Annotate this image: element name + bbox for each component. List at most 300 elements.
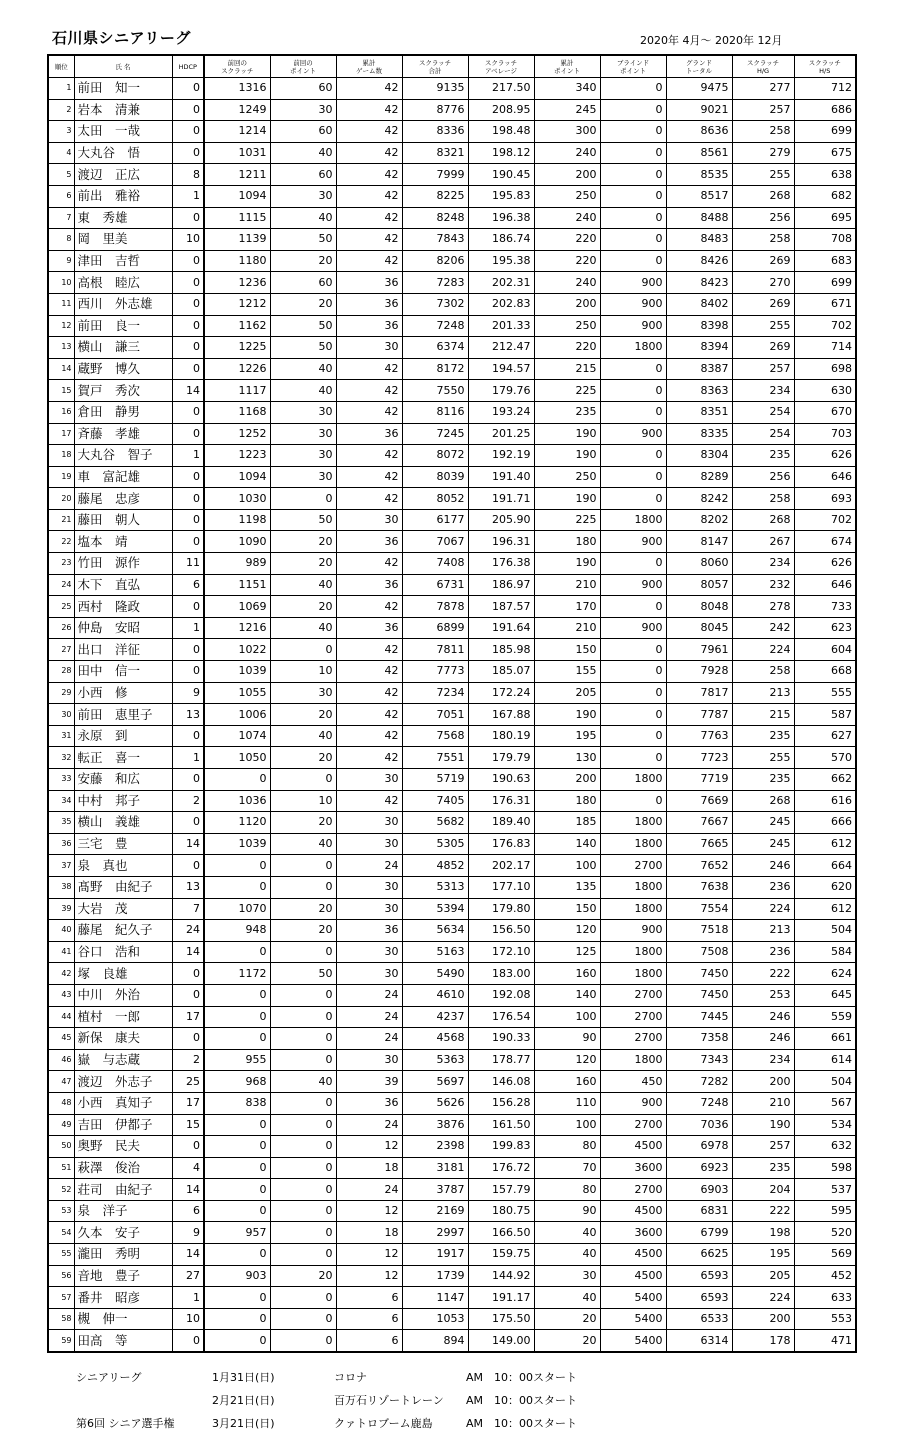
table-row: [48, 553, 856, 575]
rank-cell: 37: [48, 855, 74, 877]
value-cell: 156.50: [468, 920, 534, 942]
value-cell: 7669: [666, 790, 732, 812]
player-name-cell: 仲島 安昭: [74, 617, 172, 639]
value-cell: 120: [534, 1049, 600, 1071]
rank-cell: 23: [48, 553, 74, 575]
value-cell: 6: [172, 574, 204, 596]
value-cell: 646: [794, 466, 856, 488]
value-cell: 0: [600, 790, 666, 812]
value-cell: 0: [204, 1244, 270, 1266]
player-name-cell: 安藤 和広: [74, 769, 172, 791]
value-cell: 220: [534, 250, 600, 272]
value-cell: 198.12: [468, 142, 534, 164]
value-cell: 1225: [204, 337, 270, 359]
value-cell: 149.00: [468, 1330, 534, 1352]
value-cell: 7302: [402, 293, 468, 315]
value-cell: 42: [336, 596, 402, 618]
value-cell: 196.31: [468, 531, 534, 553]
event-name: シニアリーグ: [76, 1371, 142, 1384]
value-cell: 191.64: [468, 617, 534, 639]
value-cell: 267: [732, 531, 794, 553]
value-cell: 0: [600, 704, 666, 726]
value-cell: 7067: [402, 531, 468, 553]
value-cell: 193.24: [468, 401, 534, 423]
value-cell: 5400: [600, 1308, 666, 1330]
value-cell: 42: [336, 164, 402, 186]
rank-cell: 28: [48, 661, 74, 683]
value-cell: 1055: [204, 682, 270, 704]
value-cell: 8039: [402, 466, 468, 488]
value-cell: 208.95: [468, 99, 534, 121]
rank-cell: 44: [48, 1006, 74, 1028]
value-cell: 30: [336, 876, 402, 898]
value-cell: 30: [336, 337, 402, 359]
value-cell: 11: [172, 553, 204, 575]
value-cell: 4: [172, 1157, 204, 1179]
value-cell: 0: [270, 1330, 336, 1352]
value-cell: 0: [600, 401, 666, 423]
value-cell: 210: [534, 574, 600, 596]
value-cell: 191.17: [468, 1287, 534, 1309]
value-cell: 8202: [666, 509, 732, 531]
rank-cell: 42: [48, 963, 74, 985]
value-cell: 268: [732, 509, 794, 531]
value-cell: 948: [204, 920, 270, 942]
value-cell: 144.92: [468, 1265, 534, 1287]
rank-cell: 24: [48, 574, 74, 596]
value-cell: 6978: [666, 1136, 732, 1158]
rank-cell: 11: [48, 293, 74, 315]
value-cell: 8535: [666, 164, 732, 186]
value-cell: 42: [336, 401, 402, 423]
value-cell: 8060: [666, 553, 732, 575]
player-name-cell: 大丸谷 智子: [74, 445, 172, 467]
value-cell: 693: [794, 488, 856, 510]
value-cell: 553: [794, 1308, 856, 1330]
player-name-cell: 斉藤 孝雄: [74, 423, 172, 445]
value-cell: 4568: [402, 1028, 468, 1050]
value-cell: 30: [336, 941, 402, 963]
table-row: [48, 1028, 856, 1050]
value-cell: 25: [172, 1071, 204, 1093]
value-cell: 8242: [666, 488, 732, 510]
rank-cell: 7: [48, 207, 74, 229]
event-venue: コロナ: [334, 1371, 367, 1384]
value-cell: 7: [172, 898, 204, 920]
value-cell: 8636: [666, 121, 732, 143]
value-cell: 624: [794, 963, 856, 985]
value-cell: 190: [534, 423, 600, 445]
value-cell: 2700: [600, 1179, 666, 1201]
value-cell: 1800: [600, 898, 666, 920]
value-cell: 900: [600, 1092, 666, 1114]
rank-cell: 27: [48, 639, 74, 661]
value-cell: 7773: [402, 661, 468, 683]
value-cell: 0: [270, 1049, 336, 1071]
player-name-cell: 嶽 与志蔵: [74, 1049, 172, 1071]
event-date: 3月21日(日): [212, 1417, 275, 1430]
value-cell: 195: [732, 1244, 794, 1266]
value-cell: 125: [534, 941, 600, 963]
value-cell: 9135: [402, 78, 468, 100]
table-row: [48, 1330, 856, 1352]
value-cell: 0: [270, 984, 336, 1006]
value-cell: 0: [172, 963, 204, 985]
value-cell: 220: [534, 229, 600, 251]
value-cell: 198: [732, 1222, 794, 1244]
player-name-cell: 車 富記雄: [74, 466, 172, 488]
table-row: [48, 855, 856, 877]
value-cell: 40: [270, 380, 336, 402]
rank-cell: 43: [48, 984, 74, 1006]
value-cell: 42: [336, 639, 402, 661]
value-cell: 0: [172, 99, 204, 121]
rank-cell: 46: [48, 1049, 74, 1071]
value-cell: 900: [600, 272, 666, 294]
value-cell: 1094: [204, 185, 270, 207]
value-cell: 8402: [666, 293, 732, 315]
value-cell: 699: [794, 121, 856, 143]
value-cell: 1180: [204, 250, 270, 272]
value-cell: 0: [204, 1136, 270, 1158]
value-cell: 686: [794, 99, 856, 121]
player-name-cell: 小西 真知子: [74, 1092, 172, 1114]
value-cell: 278: [732, 596, 794, 618]
value-cell: 6923: [666, 1157, 732, 1179]
value-cell: 8336: [402, 121, 468, 143]
player-name-cell: 大丸谷 悟: [74, 142, 172, 164]
value-cell: 40: [534, 1287, 600, 1309]
value-cell: 17: [172, 1006, 204, 1028]
value-cell: 30: [336, 898, 402, 920]
table-row: [48, 531, 856, 553]
value-cell: 0: [270, 1092, 336, 1114]
value-cell: 140: [534, 833, 600, 855]
value-cell: 626: [794, 445, 856, 467]
value-cell: 20: [270, 747, 336, 769]
value-cell: 200: [732, 1071, 794, 1093]
value-cell: 3600: [600, 1157, 666, 1179]
value-cell: 180: [534, 531, 600, 553]
value-cell: 7843: [402, 229, 468, 251]
value-cell: 13: [172, 876, 204, 898]
value-cell: 0: [172, 725, 204, 747]
value-cell: 0: [172, 855, 204, 877]
value-cell: 7665: [666, 833, 732, 855]
value-cell: 1800: [600, 812, 666, 834]
table-row: [48, 833, 856, 855]
value-cell: 42: [336, 229, 402, 251]
value-cell: 0: [172, 293, 204, 315]
column-header: スクラッチ H/G: [732, 55, 794, 78]
value-cell: 215: [732, 704, 794, 726]
value-cell: 838: [204, 1092, 270, 1114]
table-row: [48, 661, 856, 683]
rank-cell: 36: [48, 833, 74, 855]
value-cell: 200: [534, 164, 600, 186]
value-cell: 0: [172, 207, 204, 229]
rank-cell: 25: [48, 596, 74, 618]
value-cell: 7719: [666, 769, 732, 791]
value-cell: 170: [534, 596, 600, 618]
rank-cell: 34: [48, 790, 74, 812]
value-cell: 215: [534, 358, 600, 380]
value-cell: 0: [600, 596, 666, 618]
value-cell: 0: [172, 78, 204, 100]
value-cell: 1212: [204, 293, 270, 315]
value-cell: 638: [794, 164, 856, 186]
value-cell: 1236: [204, 272, 270, 294]
value-cell: 7638: [666, 876, 732, 898]
value-cell: 220: [534, 337, 600, 359]
value-cell: 195.83: [468, 185, 534, 207]
value-cell: 6: [336, 1330, 402, 1352]
value-cell: 36: [336, 617, 402, 639]
player-name-cell: 西村 隆政: [74, 596, 172, 618]
value-cell: 100: [534, 1006, 600, 1028]
value-cell: 6374: [402, 337, 468, 359]
value-cell: 100: [534, 1114, 600, 1136]
value-cell: 1: [172, 617, 204, 639]
value-cell: 0: [600, 185, 666, 207]
value-cell: 900: [600, 423, 666, 445]
table-row: [48, 272, 856, 294]
value-cell: 240: [534, 207, 600, 229]
value-cell: 250: [534, 466, 600, 488]
value-cell: 6533: [666, 1308, 732, 1330]
value-cell: 8225: [402, 185, 468, 207]
value-cell: 183.00: [468, 963, 534, 985]
player-name-cell: 太田 一哉: [74, 121, 172, 143]
rank-cell: 55: [48, 1244, 74, 1266]
value-cell: 201.33: [468, 315, 534, 337]
player-name-cell: 音地 豊子: [74, 1265, 172, 1287]
rank-cell: 48: [48, 1092, 74, 1114]
value-cell: 0: [204, 1287, 270, 1309]
value-cell: 662: [794, 769, 856, 791]
value-cell: 258: [732, 121, 794, 143]
value-cell: 0: [204, 1028, 270, 1050]
value-cell: 623: [794, 617, 856, 639]
page-title: 石川県シニアリーグ: [52, 29, 191, 47]
value-cell: 6: [172, 1200, 204, 1222]
value-cell: 5634: [402, 920, 468, 942]
value-cell: 4500: [600, 1265, 666, 1287]
player-name-cell: 前出 雅裕: [74, 185, 172, 207]
player-name-cell: 津田 吉哲: [74, 250, 172, 272]
value-cell: 7282: [666, 1071, 732, 1093]
value-cell: 20: [270, 704, 336, 726]
value-cell: 1252: [204, 423, 270, 445]
value-cell: 110: [534, 1092, 600, 1114]
value-cell: 0: [270, 1222, 336, 1244]
value-cell: 222: [732, 963, 794, 985]
table-row: [48, 358, 856, 380]
value-cell: 30: [336, 769, 402, 791]
value-cell: 210: [732, 1092, 794, 1114]
value-cell: 180.19: [468, 725, 534, 747]
value-cell: 224: [732, 1287, 794, 1309]
value-cell: 0: [204, 1114, 270, 1136]
value-cell: 198.48: [468, 121, 534, 143]
value-cell: 0: [600, 639, 666, 661]
value-cell: 8351: [666, 401, 732, 423]
value-cell: 1198: [204, 509, 270, 531]
table-row: [48, 898, 856, 920]
value-cell: 200: [534, 769, 600, 791]
player-name-cell: 渡辺 正広: [74, 164, 172, 186]
value-cell: 0: [600, 99, 666, 121]
table-row: [48, 876, 856, 898]
table-row: [48, 725, 856, 747]
value-cell: 683: [794, 250, 856, 272]
value-cell: 0: [204, 1006, 270, 1028]
player-name-cell: 谷口 浩和: [74, 941, 172, 963]
value-cell: 189.40: [468, 812, 534, 834]
value-cell: 0: [600, 682, 666, 704]
player-name-cell: 藤尾 紀久子: [74, 920, 172, 942]
column-header: 累計 ポイント: [534, 55, 600, 78]
value-cell: 0: [204, 1330, 270, 1352]
table-row: [48, 1114, 856, 1136]
value-cell: 217.50: [468, 78, 534, 100]
column-header: 氏 名: [74, 55, 172, 78]
value-cell: 185: [534, 812, 600, 834]
table-row: [48, 509, 856, 531]
player-name-cell: 植村 一郎: [74, 1006, 172, 1028]
value-cell: 235: [732, 445, 794, 467]
player-name-cell: 西川 外志雄: [74, 293, 172, 315]
value-cell: 0: [270, 1287, 336, 1309]
value-cell: 20: [270, 250, 336, 272]
value-cell: 1226: [204, 358, 270, 380]
player-name-cell: 倉田 静男: [74, 401, 172, 423]
player-name-cell: 賀戸 秀次: [74, 380, 172, 402]
value-cell: 0: [600, 358, 666, 380]
value-cell: 18: [336, 1222, 402, 1244]
value-cell: 60: [270, 121, 336, 143]
value-cell: 0: [172, 401, 204, 423]
value-cell: 7508: [666, 941, 732, 963]
value-cell: 955: [204, 1049, 270, 1071]
value-cell: 504: [794, 1071, 856, 1093]
value-cell: 5163: [402, 941, 468, 963]
value-cell: 900: [600, 531, 666, 553]
value-cell: 20: [270, 531, 336, 553]
value-cell: 0: [172, 1136, 204, 1158]
event-venue: クァトロブーム鹿島: [334, 1417, 433, 1430]
value-cell: 60: [270, 164, 336, 186]
table-row: [48, 1200, 856, 1222]
value-cell: 179.79: [468, 747, 534, 769]
value-cell: 7445: [666, 1006, 732, 1028]
value-cell: 0: [204, 1200, 270, 1222]
player-name-cell: 中川 外治: [74, 984, 172, 1006]
value-cell: 670: [794, 401, 856, 423]
player-name-cell: 前田 良一: [74, 315, 172, 337]
value-cell: 7723: [666, 747, 732, 769]
rank-cell: 54: [48, 1222, 74, 1244]
value-cell: 0: [172, 531, 204, 553]
value-cell: 6314: [666, 1330, 732, 1352]
value-cell: 616: [794, 790, 856, 812]
value-cell: 36: [336, 920, 402, 942]
value-cell: 1800: [600, 963, 666, 985]
value-cell: 42: [336, 704, 402, 726]
value-cell: 150: [534, 639, 600, 661]
value-cell: 703: [794, 423, 856, 445]
value-cell: 199.83: [468, 1136, 534, 1158]
value-cell: 253: [732, 984, 794, 1006]
value-cell: 1249: [204, 99, 270, 121]
table-row: [48, 704, 856, 726]
value-cell: 1800: [600, 833, 666, 855]
value-cell: 120: [534, 920, 600, 942]
value-cell: 14: [172, 833, 204, 855]
value-cell: 30: [336, 812, 402, 834]
value-cell: 1120: [204, 812, 270, 834]
value-cell: 42: [336, 185, 402, 207]
value-cell: 4610: [402, 984, 468, 1006]
value-cell: 0: [172, 509, 204, 531]
rank-cell: 50: [48, 1136, 74, 1158]
value-cell: 6177: [402, 509, 468, 531]
value-cell: 42: [336, 207, 402, 229]
value-cell: 2: [172, 1049, 204, 1071]
value-cell: 595: [794, 1200, 856, 1222]
value-cell: 7036: [666, 1114, 732, 1136]
value-cell: 1: [172, 747, 204, 769]
value-cell: 567: [794, 1092, 856, 1114]
value-cell: 1216: [204, 617, 270, 639]
value-cell: 8423: [666, 272, 732, 294]
value-cell: 0: [172, 337, 204, 359]
value-cell: 3787: [402, 1179, 468, 1201]
table-row: [48, 1071, 856, 1093]
value-cell: 24: [172, 920, 204, 942]
value-cell: 256: [732, 466, 794, 488]
value-cell: 698: [794, 358, 856, 380]
value-cell: 5313: [402, 876, 468, 898]
value-cell: 8561: [666, 142, 732, 164]
event-venue: 百万石リゾートレーン: [334, 1394, 444, 1407]
value-cell: 1172: [204, 963, 270, 985]
value-cell: 0: [204, 1179, 270, 1201]
value-cell: 699: [794, 272, 856, 294]
value-cell: 24: [336, 1179, 402, 1201]
value-cell: 1094: [204, 466, 270, 488]
table-row: [48, 682, 856, 704]
value-cell: 14: [172, 941, 204, 963]
value-cell: 471: [794, 1330, 856, 1352]
value-cell: 0: [204, 855, 270, 877]
value-cell: 1800: [600, 337, 666, 359]
value-cell: 7051: [402, 704, 468, 726]
value-cell: 257: [732, 358, 794, 380]
rank-cell: 3: [48, 121, 74, 143]
value-cell: 695: [794, 207, 856, 229]
value-cell: 195: [534, 725, 600, 747]
value-cell: 12: [336, 1244, 402, 1266]
value-cell: 245: [732, 812, 794, 834]
value-cell: 10: [172, 229, 204, 251]
value-cell: 900: [600, 574, 666, 596]
value-cell: 257: [732, 1136, 794, 1158]
player-name-cell: 岩本 清兼: [74, 99, 172, 121]
value-cell: 30: [270, 466, 336, 488]
value-cell: 30: [534, 1265, 600, 1287]
table-row: [48, 1308, 856, 1330]
